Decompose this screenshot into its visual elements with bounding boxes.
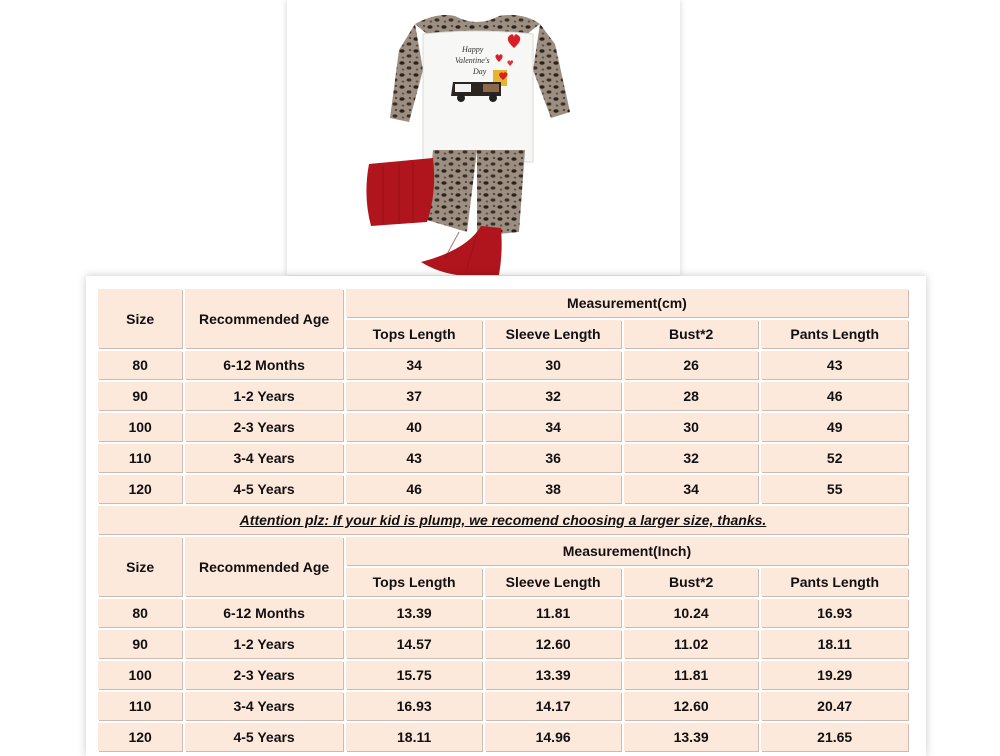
svg-text:Valentine's: Valentine's [455, 56, 490, 65]
cell-age: 1-2 Years [185, 382, 343, 410]
bell-right [421, 226, 502, 275]
cell-sleeve: 30 [485, 351, 621, 379]
cell-tops: 13.39 [346, 599, 483, 627]
cell-tops: 46 [346, 475, 483, 503]
table-row [98, 413, 908, 441]
cell-size: 90 [98, 630, 182, 658]
table-row [98, 692, 908, 720]
cell-sleeve: 14.17 [485, 692, 621, 720]
cell-pants: 21.65 [761, 723, 908, 751]
cell-sleeve: 36 [485, 444, 621, 472]
cell-age: 4-5 Years [185, 475, 343, 503]
cell-age: 3-4 Years [185, 692, 343, 720]
cell-bust: 11.81 [624, 661, 759, 689]
table-row [98, 630, 908, 658]
cell-pants: 19.29 [761, 661, 908, 689]
cell-pants: 49 [761, 413, 908, 441]
cell-sleeve: 32 [485, 382, 621, 410]
size-chart [86, 276, 926, 756]
svg-text:Day: Day [473, 67, 487, 76]
col-pants-length: Pants Length [761, 568, 908, 596]
cell-pants: 43 [761, 351, 908, 379]
cell-tops: 37 [346, 382, 483, 410]
cell-sleeve: 13.39 [485, 661, 621, 689]
cell-tops: 18.11 [346, 723, 483, 751]
cell-bust: 13.39 [624, 723, 759, 751]
col-tops-length: Tops Length [346, 320, 483, 348]
cell-age: 3-4 Years [185, 444, 343, 472]
col-sleeve-length: Sleeve Length [485, 320, 621, 348]
cell-age: 2-3 Years [185, 661, 343, 689]
outfit-illustration [287, 0, 680, 275]
col-bust: Bust*2 [624, 568, 759, 596]
product-photo [287, 0, 680, 275]
bell-left [366, 158, 434, 226]
cell-pants: 18.11 [761, 630, 908, 658]
cell-size: 80 [98, 599, 182, 627]
header-size: Size [98, 537, 182, 596]
measurement-cm-header: Measurement(cm) [346, 289, 908, 317]
cell-tops: 14.57 [346, 630, 483, 658]
cell-sleeve: 14.96 [485, 723, 621, 751]
left-sleeve [390, 24, 423, 122]
cell-age: 2-3 Years [185, 413, 343, 441]
cell-size: 120 [98, 723, 182, 751]
cell-pants: 16.93 [761, 599, 908, 627]
pants-right [477, 150, 525, 236]
cell-tops: 40 [346, 413, 483, 441]
header-recommended-age: Recommended Age [185, 537, 343, 596]
cell-pants: 46 [761, 382, 908, 410]
print-text: Happy [462, 45, 484, 54]
cell-tops: 16.93 [346, 692, 483, 720]
cell-pants: 20.47 [761, 692, 908, 720]
table-row [98, 599, 908, 627]
cell-bust: 30 [624, 413, 759, 441]
table-row [98, 475, 908, 503]
cell-age: 4-5 Years [185, 723, 343, 751]
cell-bust: 26 [624, 351, 759, 379]
cell-size: 80 [98, 351, 182, 379]
col-bust: Bust*2 [624, 320, 759, 348]
header-recommended-age: Recommended Age [185, 289, 343, 348]
cell-bust: 34 [624, 475, 759, 503]
pants-left [427, 150, 477, 232]
cell-age: 1-2 Years [185, 630, 343, 658]
table-row [98, 723, 908, 751]
cell-age: 6-12 Months [185, 351, 343, 379]
col-pants-length: Pants Length [761, 320, 908, 348]
col-sleeve-length: Sleeve Length [485, 568, 621, 596]
cell-tops: 43 [346, 444, 483, 472]
cell-size: 100 [98, 661, 182, 689]
cell-size: 120 [98, 475, 182, 503]
table-row [98, 351, 908, 379]
cell-bust: 12.60 [624, 692, 759, 720]
cell-sleeve: 38 [485, 475, 621, 503]
cell-sleeve: 11.81 [485, 599, 621, 627]
cell-sleeve: 34 [485, 413, 621, 441]
cell-size: 110 [98, 444, 182, 472]
measurement-inch-header: Measurement(Inch) [346, 537, 908, 565]
cell-pants: 52 [761, 444, 908, 472]
table-row [98, 382, 908, 410]
cell-bust: 10.24 [624, 599, 759, 627]
table-row [98, 661, 908, 689]
cell-bust: 32 [624, 444, 759, 472]
cell-size: 110 [98, 692, 182, 720]
cell-bust: 28 [624, 382, 759, 410]
attention-note: Attention plz: If your kid is plump, we recomend choosing a larger size, thanks. [98, 506, 908, 534]
table-row [98, 444, 908, 472]
cell-tops: 15.75 [346, 661, 483, 689]
cell-size: 90 [98, 382, 182, 410]
cell-age: 6-12 Months [185, 599, 343, 627]
cell-bust: 11.02 [624, 630, 759, 658]
cell-pants: 55 [761, 475, 908, 503]
cell-tops: 34 [346, 351, 483, 379]
right-sleeve [533, 24, 570, 118]
cell-size: 100 [98, 413, 182, 441]
cell-sleeve: 12.60 [485, 630, 621, 658]
col-tops-length: Tops Length [346, 568, 483, 596]
header-size: Size [98, 289, 182, 348]
size-table-cm [95, 286, 911, 754]
